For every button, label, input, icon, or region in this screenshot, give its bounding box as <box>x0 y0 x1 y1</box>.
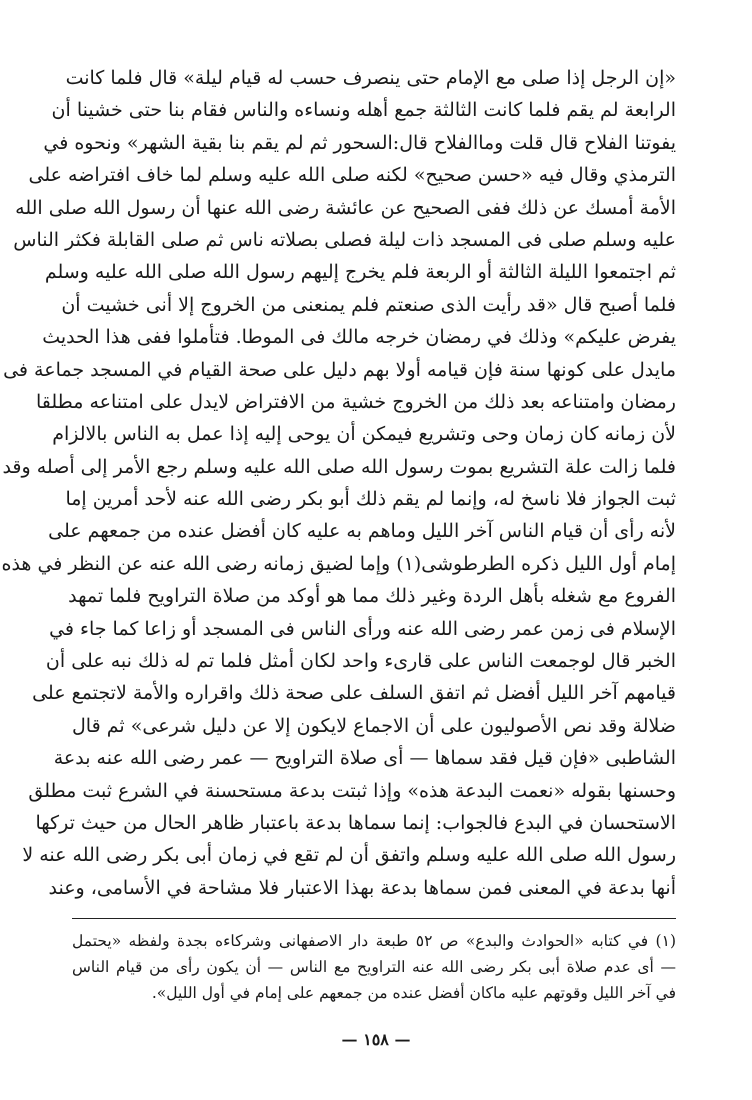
text-line: الخبر قال لوجمعت الناس على قارىء واحد لكان أمثل فلما تم له ذلك نبه على أن <box>45 650 676 673</box>
text-line: الفروع مع شغله بأهل الردة وغير ذلك مما هو أوكد من صلاة التراويح فلما تمهد <box>68 585 676 608</box>
footnote-line: (١) في كتابه «الحوادث والبدع» ص ٥٢ طبعة دار الاصفهانى وشركاءه بجدة ولفظه «يحتمل <box>72 932 676 950</box>
main-text-block <box>1 62 676 904</box>
text-line: ثبت الجواز فلا ناسخ له، وإنما لم يقم ذلك أبو بكر رضى الله عنه لأحد أمرين إما <box>65 488 676 511</box>
text-line: لأنه رأى أن قيام الناس آخر الليل وماهم به عليه كان أفضل عنده من جمعهم على <box>48 520 676 543</box>
text-line: الرابعة لم يقم فلما كانت الثالثة جمع أهله ونساءه والناس فقام بنا حتى خشينا أن <box>51 99 676 122</box>
footnote-line: في آخر الليل وقوتهم عليه ماكان أفضل عنده من جمعهم على إمام في أول الليل». <box>151 984 676 1002</box>
text-line: لأن زمانه كان زمان وحى وتشريع فيمكن أن يوحى إليه إذا عمل به الناس بالالزام <box>52 423 676 446</box>
text-line: قيامهم آخر الليل أفضل ثم اتفق السلف على صحة ذلك واقراره والأمة لاتجتمع على <box>32 682 676 705</box>
page-number: — ١٥٨ — <box>341 1030 411 1049</box>
text-line: الإسلام فى زمن عمر رضى الله عنه ورأى الناس فى المسجد أو زاعا كما جاء في <box>49 617 676 640</box>
text-line: الشاطبى «فإن قيل فقد سماها — أى صلاة التراويح — عمر رضى الله عنه بدعة <box>53 747 676 770</box>
text-line: الاستحسان في البدع فالجواب: إنما سماها بدعة باعتبار ظاهر الحال من حيث تركها <box>35 811 676 834</box>
text-line: رمضان وامتناعه بعد ذلك من الخروج خشية من الافتراض لايدل على امتناعه مطلقا <box>35 390 676 413</box>
text-line: «إن الرجل إذا صلى مع الإمام حتى ينصرف حسب له قيام ليلة» قال فلما كانت <box>65 67 676 89</box>
footnotes-block <box>72 928 676 1006</box>
text-line: مايدل على كونها سنة فإن قيامه أولا بهم دليل على صحة القيام في المسجد جماعة فى <box>3 358 676 381</box>
text-line: عليه وسلم صلى فى المسجد ذات ليلة فصلى بصلاته ناس ثم صلى القابلة فكثر الناس <box>13 228 676 251</box>
footnote-line: — أى عدم صلاة أبى بكر رضى الله عنه التراويح مع الناس — أن يكون رأى من قيام الناس <box>72 958 676 976</box>
text-line: يفرض عليكم» وذلك في رمضان خرجه مالك فى الموطا. فتأملوا ففى هذا الحديث <box>42 326 676 349</box>
text-line: فلما أصبح قال «قد رأيت الذى صنعتم فلم يمنعنى من الخروج إلا أنى خشيت أن <box>61 293 676 316</box>
text-line: إمام أول الليل ذكره الطرطوشى(١) وإما لضيق زمانه رضى الله عنه عن النظر في هذه <box>1 552 676 575</box>
text-line: أنها بدعة في المعنى فمن سماها بدعة بهذا الاعتبار فلا مشاحة في الأسامى، وعند <box>48 876 676 899</box>
text-line: وحسنها بقوله «نعمت البدعة هذه» وإذا ثبتت بدعة مستحسنة في الشرع ثبت مطلق <box>28 779 676 802</box>
text-line: الترمذي وقال فيه «حسن صحيح» لكنه صلى الله عليه وسلم لما خاف افتراضه على <box>28 164 676 187</box>
text-line: فلما زالت علة التشريع بموت رسول الله صلى الله عليه وسلم رجع الأمر إلى أصله وقد <box>2 455 676 478</box>
text-line: ثم اجتمعوا الليلة الثالثة أو الربعة فلم يخرج إليهم رسول الله صلى الله عليه وسلم <box>44 261 676 284</box>
text-line: ضلالة وقد نص الأصوليون على أن الاجماع لايكون إلا عن دليل شرعى» ثم قال <box>72 714 676 737</box>
footnote-divider <box>72 918 676 919</box>
text-line: يفوتنا الفلاح قال قلت وماالفلاح قال:السحور ثم لم يقم بنا بقية الشهر» ونحوه في <box>43 131 676 154</box>
text-line: الأمة أمسك عن ذلك ففى الصحيح عن عائشة رضى الله عنها أن رسول الله صلى الله <box>15 196 676 219</box>
text-line: رسول الله صلى الله عليه وسلم واتفق أن لم تقع في زمان أبى بكر رضى الله عنه لا <box>22 844 676 867</box>
